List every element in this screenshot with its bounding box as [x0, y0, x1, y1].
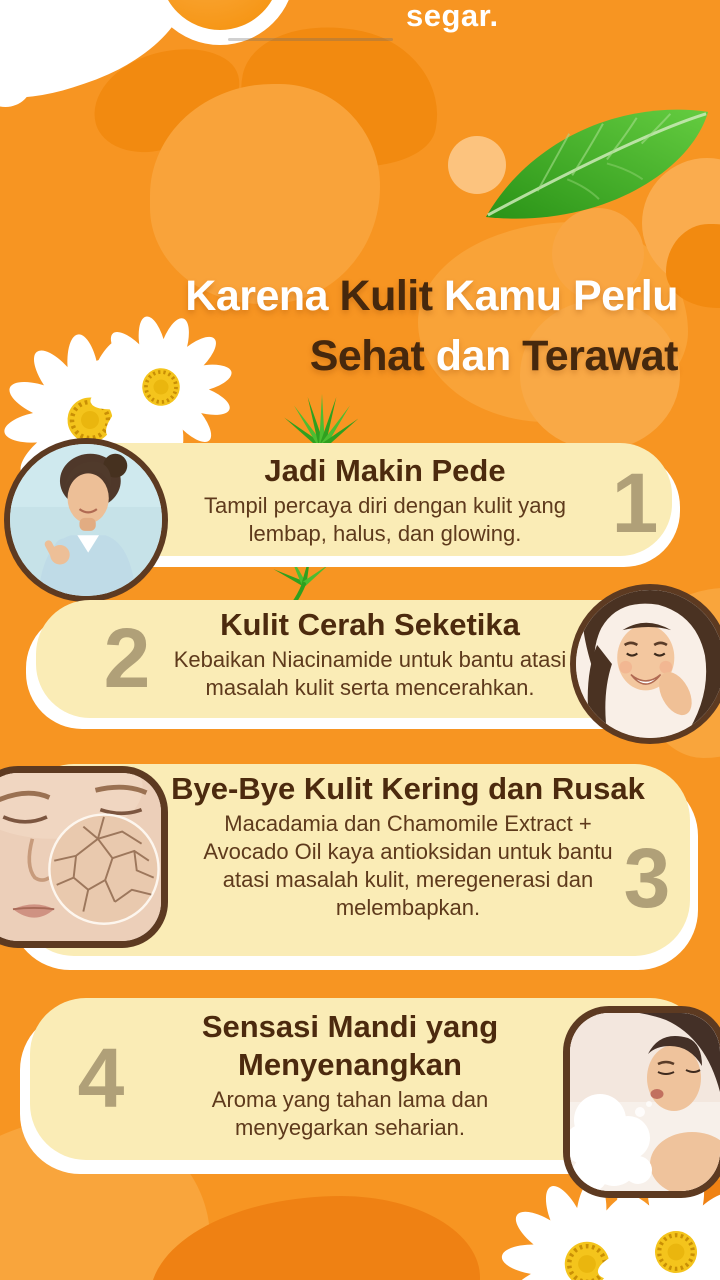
title-word: Kulit — [339, 272, 433, 320]
title-word: Kamu Perlu — [444, 272, 678, 320]
brand-text: segar. — [406, 0, 499, 33]
card-text — [140, 1008, 560, 1142]
card-body: Kebaikan Niacinamide untuk bantu atasi masalah kulit serta mencerahkan. — [173, 647, 567, 700]
card-title: Bye-Bye Kulit Kering dan Rusak — [171, 771, 645, 806]
title-word: Karena — [185, 272, 329, 320]
card-body: Aroma yang tahan lama dan menyegarkan seharian. — [211, 1087, 489, 1140]
card-body: Tampil percaya diri dengan kulit yang lembap, halus, dan glowing. — [204, 493, 566, 546]
card-body: Macadamia dan Chamomile Extract + Avocado Oil kaya antioksidan untuk bantu atasi masalah kulit, meregenerasi dan melembapkan. — [203, 811, 613, 920]
card-title: Jadi Makin Pede — [264, 453, 506, 488]
card-title: Kulit Cerah Seketika — [220, 607, 520, 642]
title-word: Terawat — [522, 332, 678, 380]
card-number: 2 — [103, 611, 151, 705]
card-number: 1 — [611, 456, 659, 550]
card-title: Sensasi Mandi yang Menyenangkan — [201, 1009, 499, 1082]
title-word: dan — [435, 332, 511, 380]
photo-bath-foam-woman — [563, 1006, 720, 1198]
card-number: 3 — [623, 831, 671, 925]
title-word: Sehat — [309, 332, 425, 380]
card-number: 4 — [77, 1031, 125, 1125]
